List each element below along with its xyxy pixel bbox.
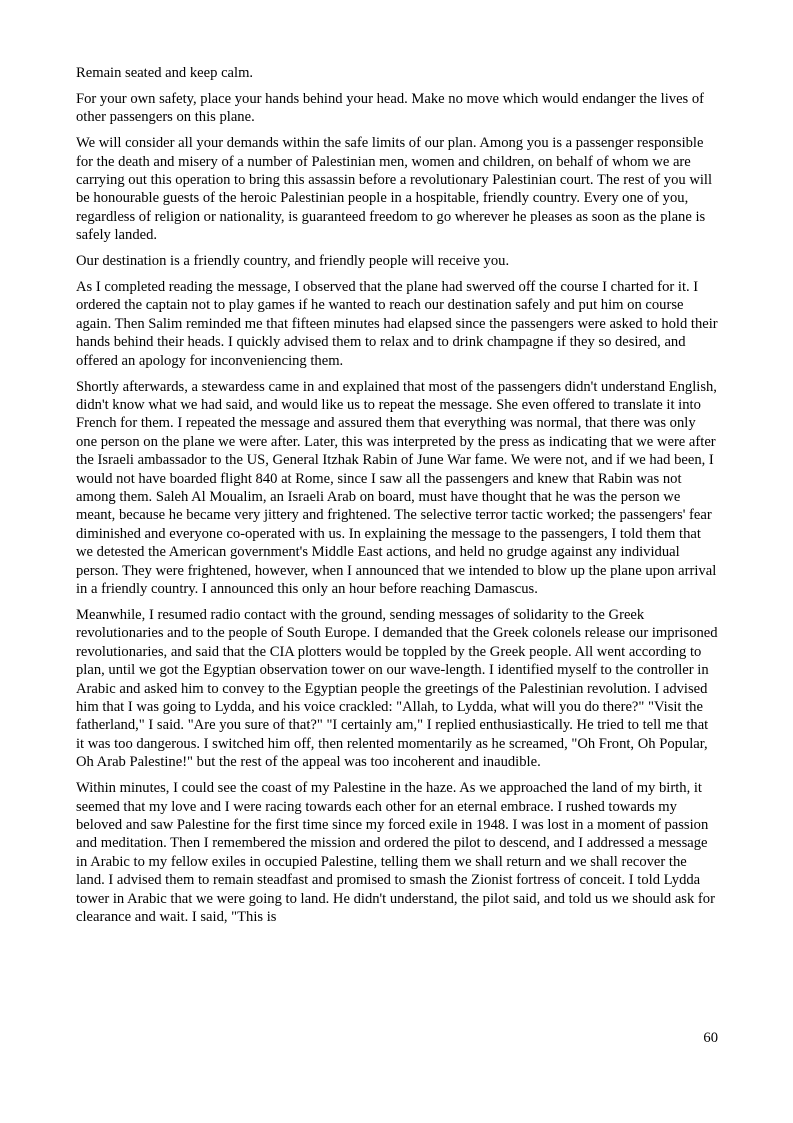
paragraph: Meanwhile, I resumed radio contact with the ground, sending messages of solidarity to the Greek revolutionaries and to the people of South Europe. I demanded that the Greek colonels release our imprisoned revolutionaries, and said that the CIA plotters would be toppled by the Greek people. All went according to plan, until we got the Egyptian observation tower on our wave-length. I identified myself to the controller in Arabic and asked him to convey to the Egyptian people the greetings of the Palestinian revolution. I advised him that I was going to Lydda, and his voice crackled: "Allah, to Lydda, what will you do there?" "Visit the fatherland," I said. "Are you sure of that?" "I certainly am," I replied enthusiastically. He tried to tell me that it was too dangerous. I switched him off, then relented momentarily as he screamed, "Oh Front, Oh Popular, Oh Arab Palestine!" but the rest of the appeal was too incoherent and inaudible. [76,606,718,771]
paragraph: We will consider all your demands within the safe limits of our plan. Among you is a passenger responsible for the death and misery of a number of Palestinian men, women and children, on behalf of whom we are carrying out this operation to bring this assassin before a revolutionary Palestinian court. The rest of you will be honourable guests of the heroic Palestinian people in a hospitable, friendly country. Every one of you, regardless of religion or nationality, is guaranteed freedom to go wherever he pleases as soon as the plane is safely landed. [76,135,713,244]
paragraph: Within minutes, I could see the coast of my Palestine in the haze. As we approached the land of my birth, it seemed that my love and I were racing towards each other for an eternal embrace. I rushed towards my beloved and saw Palestine for the first time since my forced exile in 1948. I was lost in a moment of passion and meditation. Then I remembered the mission and ordered the pilot to descend, and I addressed a message in Arabic to my fellow exiles in occupied Palestine, telling them we shall return and we shall recover the land. I advised them to remain steadfast and promised to smash the Zionist fortress of conceit. I told Lydda tower in Arabic that we were going to land. He didn't understand, the pilot said, and told us we should ask for clearance and wait. I said, "This is [76,780,715,925]
paragraph: For your own safety, place your hands behind your head. Make no move which would endanger the lives of other passengers on this plane. [76,90,705,126]
paragraph: Our destination is a friendly country, and friendly people will receive you. [76,253,510,270]
paragraph: Remain seated and keep calm. [76,65,254,81]
body-text [76,64,719,934]
page-number: 60 [703,1030,718,1046]
paragraph: Shortly afterwards, a stewardess came in and explained that most of the passengers didn't understand English, didn't know what we had said, and would like us to repeat the message. She even offered to translate it into French for them. I repeated the message and assured them that everything was normal, that there was only one person on the plane we were after. Later, this was interpreted by the press as indicating that we were after the Israeli ambassador to the US, General Itzhak Rabin of June War fame. We were not, and if we had been, I would not have boarded flight 840 at Rome, since I saw all the passengers and knew that Rabin was not among them. Saleh Al Moualim, an Israeli Arab on board, must have thought that he was the person we meant, because he became very jittery and frightened. The selective terror tactic worked; the passengers' fear diminished and everyone co-operated with us. In explaining the message to the passengers, I told them that we detested the American government's Middle East actions, and held no grudge against any individual person. They were frightened, however, when I announced that we intended to blow up the plane upon arrival in a friendly country. I announced this only an hour before reaching Damascus. [76,378,717,598]
paragraph: As I completed reading the message, I observed that the plane had swerved off the course I charted for it. I ordered the captain not to play games if he wanted to reach our destination safely and put him on course again. Then Salim reminded me that fifteen minutes had elapsed since the passengers were asked to hold their hands behind their heads. I quickly advised them to relax and to drink champagne if they so desired, and offered an apology for inconveniencing them. [76,279,718,369]
